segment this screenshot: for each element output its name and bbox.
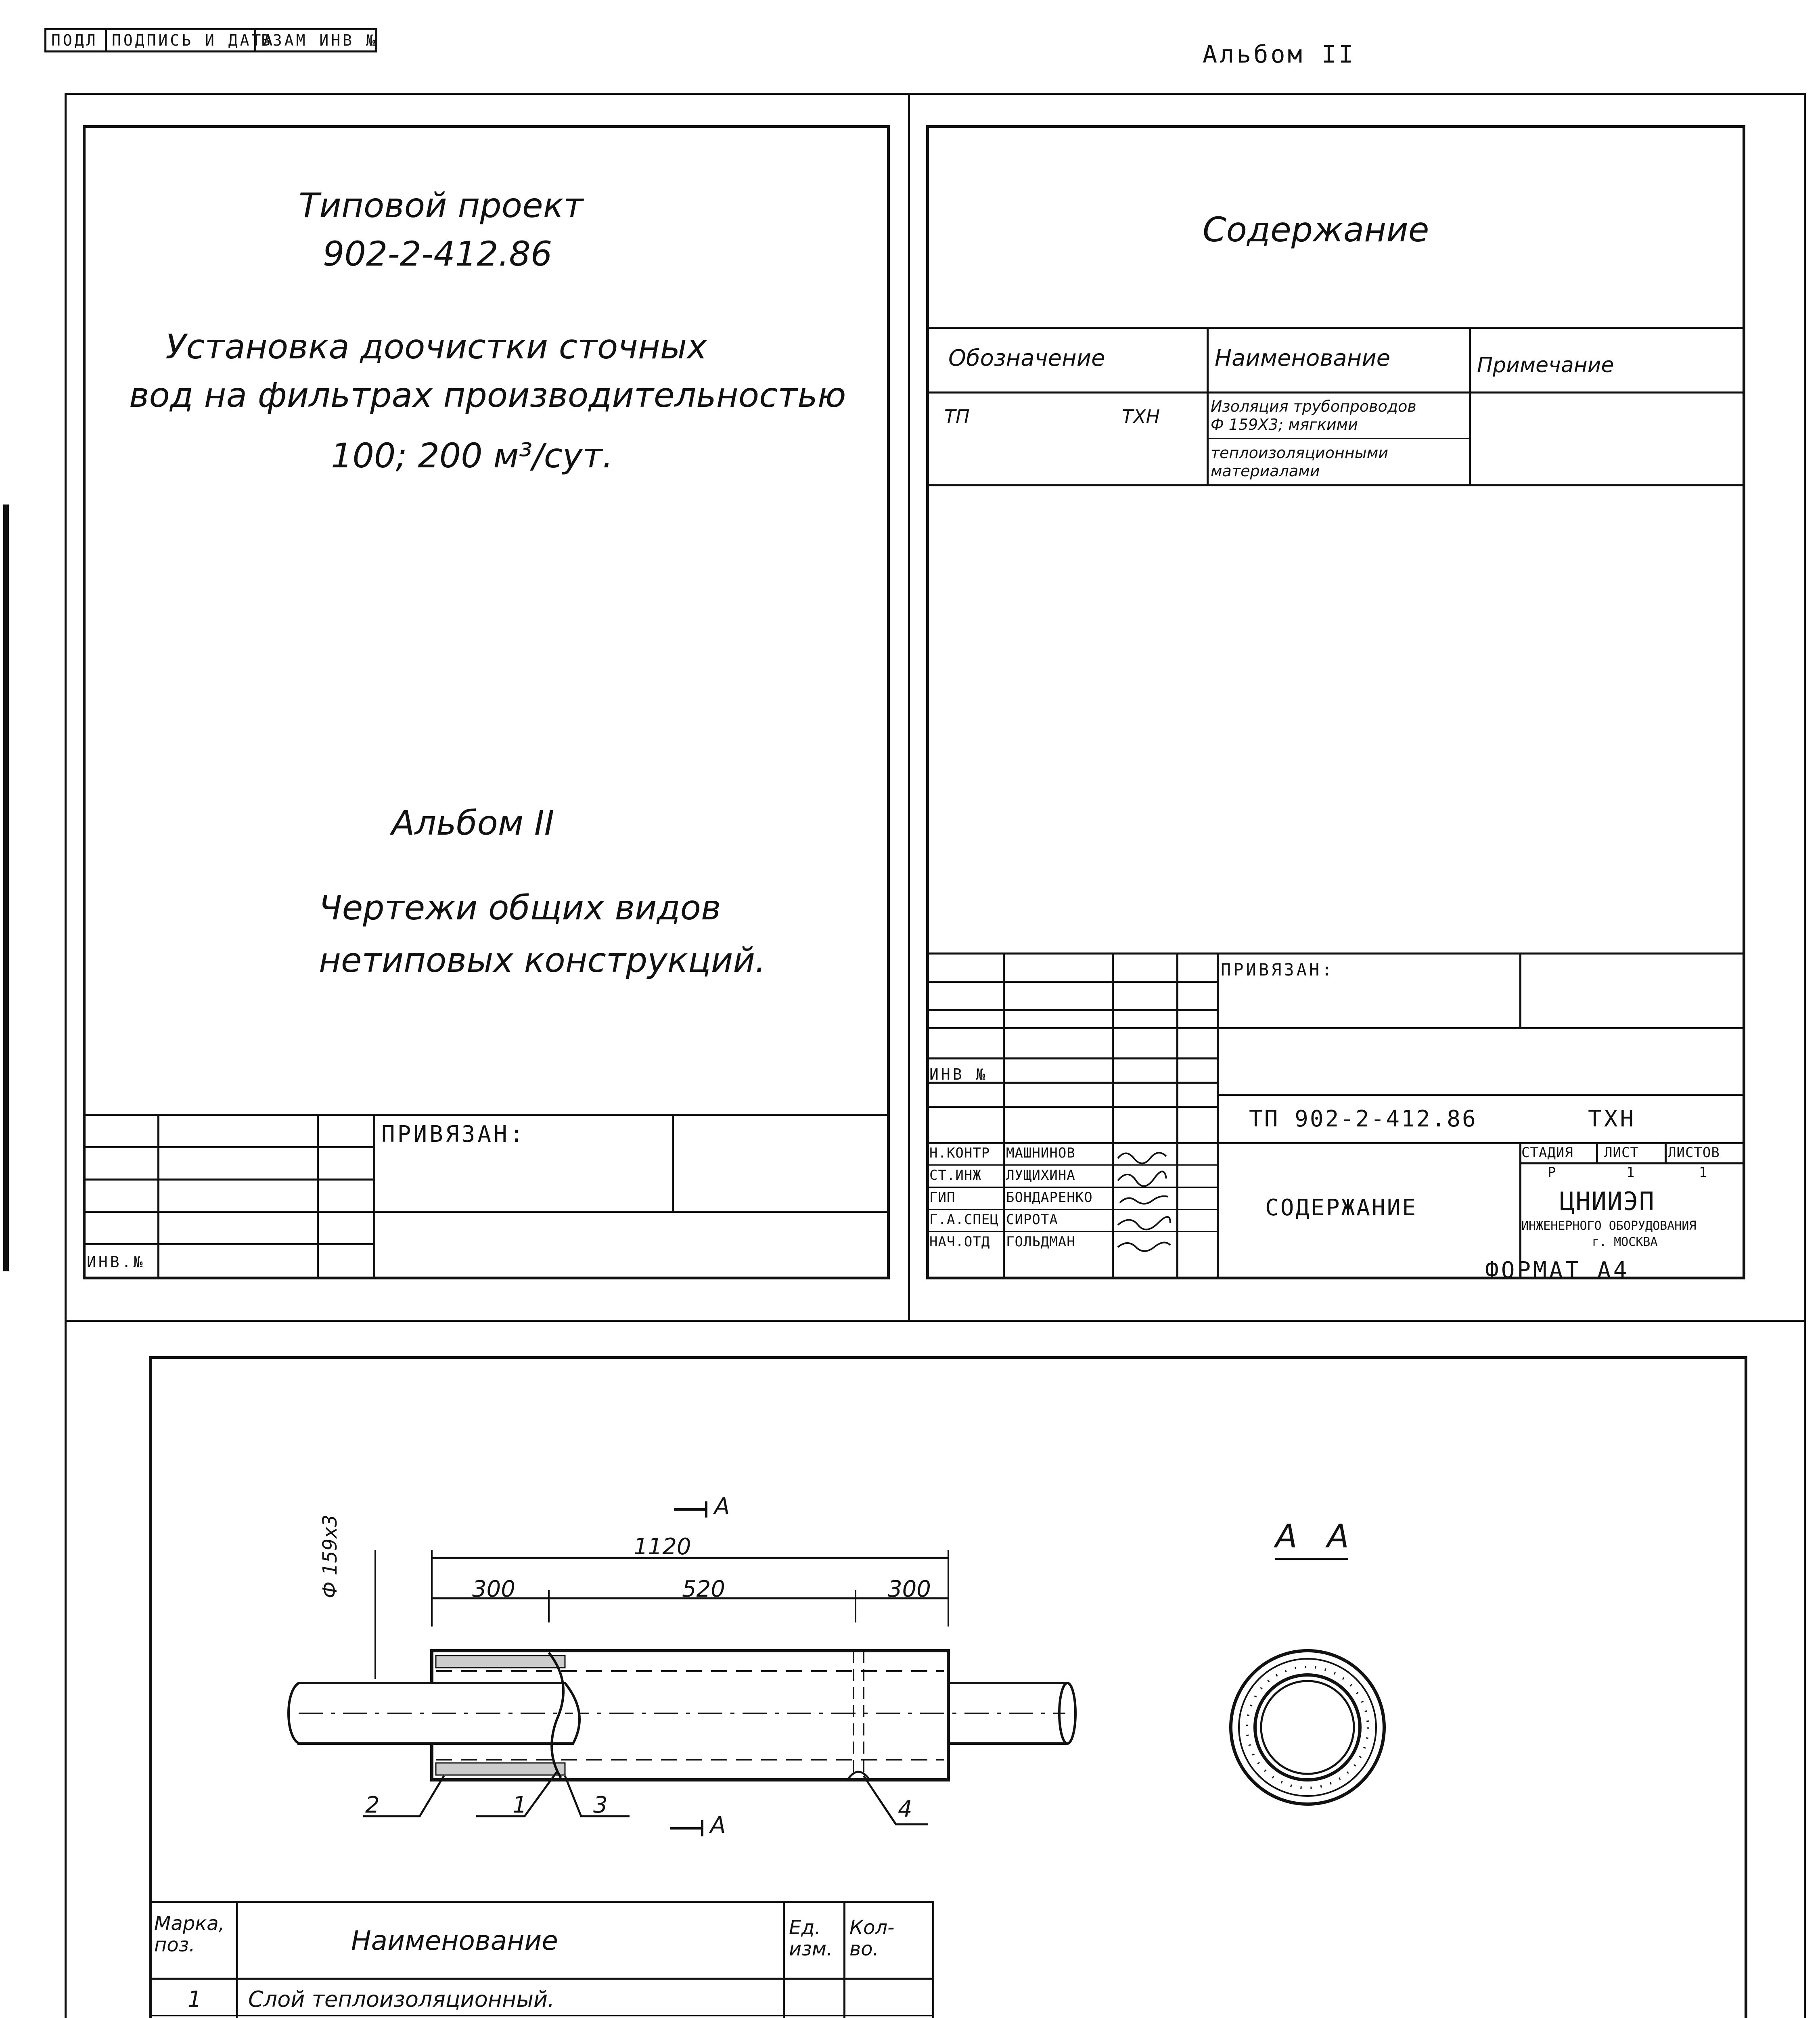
- contents-stamp-stage-value: Р: [1548, 1164, 1559, 1181]
- section-aa-drawing: [1227, 1647, 1388, 1808]
- contents-stamp-signatures: [1114, 1144, 1174, 1277]
- spec-table: [149, 1901, 932, 2018]
- contents-stamp-org: ЦНИИЭП: [1560, 1187, 1655, 1216]
- page-right-border: [1804, 93, 1806, 2018]
- cover-inv: ИНВ.№: [87, 1253, 145, 1271]
- contents-stamp-person: МАШНИНОВ: [1006, 1145, 1075, 1161]
- cover-frame: [83, 125, 890, 1279]
- contents-stamp-format: ФОРМАТ А4: [1485, 1257, 1630, 1283]
- spec-header-pos: Марка, поз.: [154, 1912, 225, 1956]
- contents-stamp-role: НАЧ.ОТД: [929, 1234, 990, 1250]
- callout-1: 1: [513, 1792, 527, 1818]
- page-middle-divider: [65, 1320, 1804, 1322]
- contents-stamp-role: Г.А.СПЕЦ: [929, 1212, 999, 1228]
- page-center-divider: [908, 93, 910, 1320]
- contents-row-name: теплоизоляционными: [1211, 444, 1389, 462]
- spec-header-qty: Кол-во.: [849, 1916, 895, 1960]
- contents-stamp-role: ГИП: [929, 1189, 956, 1206]
- page-top-border: [65, 93, 1804, 95]
- section-mark-bottom: А: [710, 1812, 726, 1838]
- margin-bar: [3, 504, 9, 1271]
- callout-2: 2: [365, 1792, 380, 1818]
- contents-stamp-stage-value: 1: [1699, 1164, 1710, 1181]
- dimension-middle: 520: [682, 1576, 725, 1602]
- contents-header-designation: Обозначение: [948, 345, 1105, 371]
- contents-stamp-privyazan: ПРИВЯЗАН:: [1221, 960, 1335, 980]
- cover-privyazan: ПРИВЯЗАН:: [381, 1121, 526, 1147]
- dimension-left: 300: [472, 1576, 515, 1602]
- top-stamp-cell: ПОДЛ: [46, 29, 106, 52]
- contents-stamp-code-suffix: ТХН: [1588, 1106, 1636, 1132]
- contents-row-name: материалами: [1211, 462, 1320, 480]
- contents-stamp-stage-header: СТАДИЯ: [1521, 1145, 1573, 1161]
- callout-3: 3: [593, 1792, 608, 1818]
- album-header: Альбом II: [1203, 40, 1356, 69]
- contents-stamp: [926, 952, 1745, 1279]
- contents-stamp-role: Н.КОНТР: [929, 1145, 990, 1161]
- contents-header-name: Наименование: [1215, 345, 1391, 371]
- callout-4: 4: [898, 1796, 912, 1822]
- cover-subtitle: нетиповых конструкций.: [319, 940, 766, 980]
- cover-line: вод на фильтрах производительностью: [129, 375, 846, 415]
- page-left-border: [65, 93, 67, 2018]
- spec-header-name: Наименование: [351, 1925, 558, 1956]
- cover-line: Установка доочистки сточных: [165, 327, 707, 366]
- contents-stamp-person: СИРОТА: [1006, 1212, 1058, 1228]
- contents-title: Содержание: [1203, 210, 1429, 249]
- pipe-diameter-label: Ф 159х3: [319, 1514, 341, 1598]
- cover-stamp: [83, 1114, 890, 1279]
- contents-stamp-stage-value: 1: [1626, 1164, 1637, 1181]
- dimension-total: 1120: [634, 1534, 691, 1560]
- contents-stamp-role: СТ.ИНЖ: [929, 1167, 981, 1183]
- top-stamp-cell: ПОДПИСЬ И ДАТА: [106, 29, 255, 52]
- spec-row-pos: 1: [188, 1987, 202, 2012]
- cover-line: 100; 200 м³/сут.: [331, 436, 613, 475]
- contents-header-note: Примечание: [1477, 353, 1614, 377]
- contents-stamp-sheet-title: СОДЕРЖАНИЕ: [1265, 1195, 1418, 1221]
- cover-subtitle: Чертежи общих видов: [319, 888, 721, 927]
- contents-stamp-person: ГОЛЬДМАН: [1006, 1234, 1075, 1250]
- cover-line: Типовой проект: [299, 186, 584, 225]
- spec-header-unit: Ед. изм.: [789, 1916, 833, 1960]
- contents-stamp-inv: ИНВ №: [929, 1066, 988, 1083]
- top-stamp: [44, 28, 378, 52]
- spec-row-name: Слой теплоизоляционный.: [248, 1987, 555, 2012]
- contents-stamp-org-city: г. МОСКВА: [1592, 1235, 1658, 1249]
- contents-row-code: ТП: [944, 406, 970, 427]
- contents-row-name: Ф 159Х3; мягкими: [1211, 416, 1358, 433]
- cover-project-number: 902-2-412.86: [323, 234, 552, 274]
- contents-stamp-person: БОНДАРЕНКО: [1006, 1189, 1093, 1206]
- contents-stamp-org-sub: ИНЖЕНЕРНОГО ОБОРУДОВАНИЯ: [1521, 1219, 1697, 1233]
- section-mark-top: А: [714, 1493, 730, 1520]
- dimension-right: 300: [888, 1576, 931, 1602]
- section-aa-underline: [1275, 1558, 1348, 1560]
- contents-row-code-suffix: ТХН: [1122, 406, 1160, 427]
- cover-album: Альбом II: [391, 803, 554, 843]
- contents-stamp-code: ТП 902-2-412.86: [1249, 1106, 1477, 1132]
- contents-stamp-person: ЛУЩИХИНА: [1006, 1167, 1075, 1183]
- contents-stamp-stage-header: ЛИСТ: [1604, 1145, 1639, 1161]
- top-stamp-cell: ВЗАМ ИНВ №: [255, 29, 377, 52]
- contents-stamp-stage-header: ЛИСТОВ: [1668, 1145, 1720, 1161]
- section-aa-label: А А: [1275, 1518, 1359, 1555]
- contents-row-name: Изоляция трубопроводов: [1211, 398, 1416, 415]
